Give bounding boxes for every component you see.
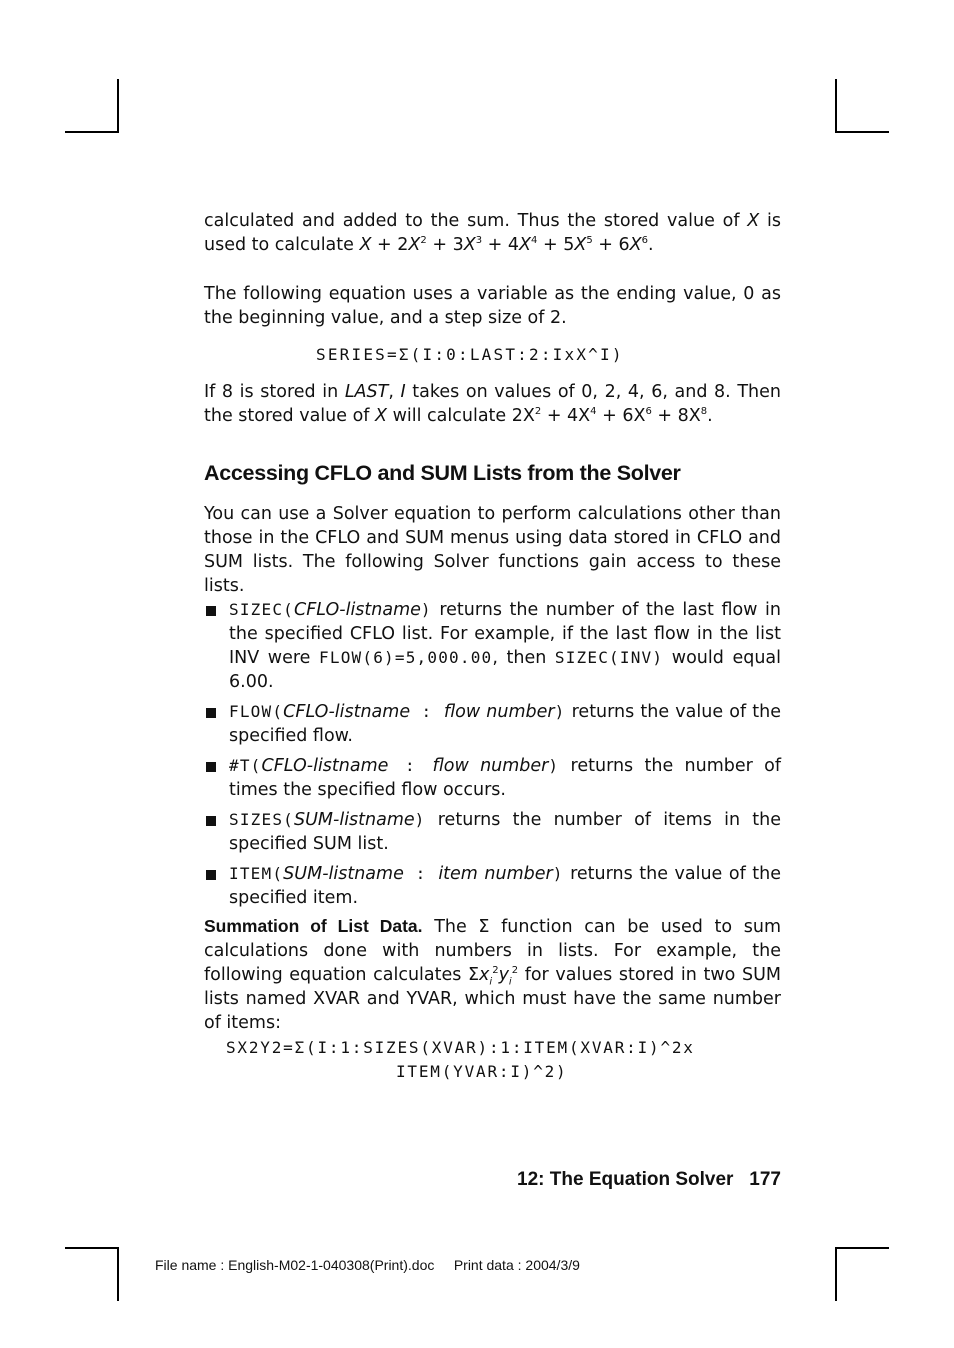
page-number: 177 (749, 1169, 781, 1190)
paragraph-continuation: calculated and added to the sum. Thus the stored value of X is used to calculate $X + 2X^2 + 3X^3 + 4X^4 + 5X^5 + 6X^6$. (204, 211, 781, 255)
square-bullet-icon (206, 606, 216, 616)
paragraph-last-values: If 8 is stored in LAST, I takes on values of 0, 2, 4, 6, and 8. Then the stored value of X will calculate $2X^2 + 4X^4 + 6X^6 + 8X^8$. (204, 382, 781, 426)
list-item-times: #T(CFLO-listname : flow number) returns the number of times the specified flow occurs. (204, 754, 781, 802)
square-bullet-icon (206, 816, 216, 826)
crop-mark-top-left-horizontal (65, 131, 119, 133)
crop-mark-bottom-right-vertical (835, 1247, 837, 1301)
file-name: File name : English-M02-1-040308(Print).doc (155, 1257, 435, 1273)
run-in-heading: Summation of List Data. (204, 916, 423, 936)
crop-mark-bottom-right-horizontal (835, 1247, 889, 1249)
function-list (204, 598, 781, 916)
square-bullet-icon (206, 708, 216, 718)
code-sum-equation-line2: ITEM(YVAR:I)^2) (396, 1062, 568, 1081)
code-series-equation: SERIES=Σ(I:0:LAST:2:IxX^I) (316, 345, 624, 364)
print-date: Print data : 2004/3/9 (453, 1257, 580, 1273)
crop-mark-top-left-vertical (117, 79, 119, 132)
list-item-item: ITEM(SUM-listname : item number) returns the value of the specified item. (204, 862, 781, 910)
code-sum-equation-line1: SX2Y2=Σ(I:1:SIZES(XVAR):1:ITEM(XVAR:I)^2x (226, 1038, 695, 1057)
paragraph-ending-value: The following equation uses a variable as the ending value, 0 as the beginning value, and a step size of 2. (204, 284, 781, 328)
crop-mark-top-right-vertical (835, 79, 837, 132)
list-item-sizec: SIZEC(CFLO-listname) returns the number of the last flow in the specified CFLO list. For example, if the last flow in the list INV were FLOW(6)=5,000.00, then SIZEC(INV) would equal 6.00. (204, 598, 781, 694)
file-info (155, 1257, 580, 1273)
square-bullet-icon (206, 870, 216, 880)
crop-mark-bottom-left-vertical (117, 1247, 119, 1301)
square-bullet-icon (206, 762, 216, 772)
section-heading: Accessing CFLO and SUM Lists from the Solver (204, 461, 681, 485)
page-footer (517, 1169, 781, 1191)
paragraph-summation: Summation of List Data. The Σ function can be used to sum calculations done with numbers in lists. For example, the following equation calculates $\Sigma x_i^2y_i^2$ for values stored in two SUM lists named XVAR and YVAR, which must have the same number of items: (204, 916, 781, 1033)
crop-mark-bottom-left-horizontal (65, 1247, 119, 1249)
chapter-title: 12: The Equation Solver (517, 1169, 734, 1190)
paragraph-intro-lists: You can use a Solver equation to perform calculations other than those in the CFLO and SUM menus using data stored in CFLO and SUM lists. The following Solver functions gain access to these lists. (204, 504, 781, 596)
list-item-flow: FLOW(CFLO-listname : flow number) returns the value of the specified flow. (204, 700, 781, 748)
crop-mark-top-right-horizontal (835, 131, 889, 133)
list-item-sizes: SIZES(SUM-listname) returns the number of items in the specified SUM list. (204, 808, 781, 856)
